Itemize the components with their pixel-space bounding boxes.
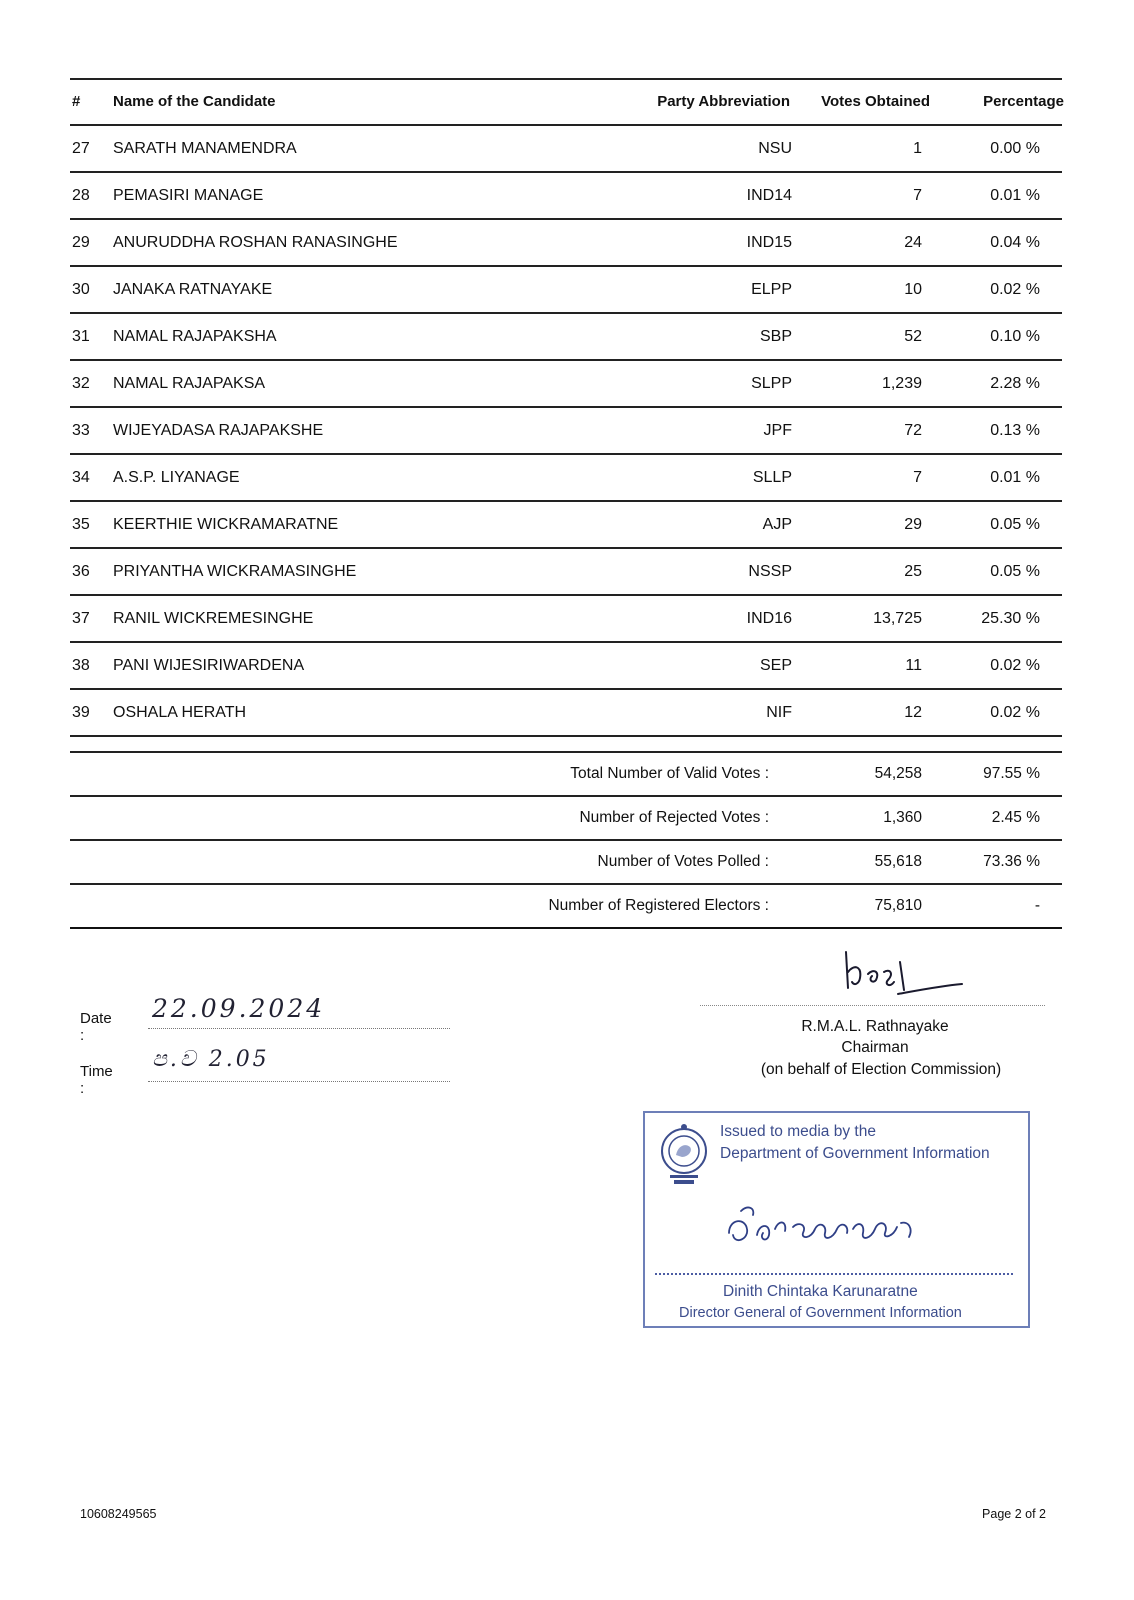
row-party: NIF [766, 704, 792, 721]
row-name: JANAKA RATNAYAKE [113, 281, 273, 298]
row-name: OSHALA HERATH [113, 704, 247, 721]
stamp-line-2: Department of Government Information [720, 1145, 990, 1162]
row-name: NAMAL RAJAPAKSHA [113, 328, 277, 345]
row-votes: 72 [904, 422, 922, 439]
row-votes: 7 [913, 187, 922, 204]
summary-row-polled [70, 841, 1062, 885]
signature-dotted-line [700, 1005, 1045, 1006]
summary-votes: 54,258 [874, 765, 922, 782]
row-num: 32 [72, 375, 90, 392]
row-percentage: 0.01 % [990, 469, 1040, 486]
summary-percentage: 2.45 % [991, 809, 1040, 826]
row-party: IND16 [746, 610, 792, 627]
table-row [70, 690, 1062, 737]
row-votes: 25 [904, 563, 922, 580]
row-num: 37 [72, 610, 90, 627]
summary-percentage: 73.36 % [983, 853, 1040, 870]
row-num: 35 [72, 516, 90, 533]
row-party: JPF [763, 422, 792, 439]
row-percentage: 0.01 % [990, 187, 1040, 204]
table-row [70, 361, 1062, 408]
summary-votes: 55,618 [874, 853, 922, 870]
summary-label: Number of Rejected Votes : [579, 809, 769, 826]
table-row [70, 549, 1062, 596]
row-votes: 7 [913, 469, 922, 486]
signatory-title: Chairman [841, 1039, 909, 1056]
row-percentage: 0.13 % [990, 422, 1040, 439]
row-party: NSSP [748, 563, 792, 580]
date-dotted-line [148, 1028, 450, 1029]
row-name: NAMAL RAJAPAKSA [113, 375, 266, 392]
row-num: 28 [72, 187, 90, 204]
summary-votes: 1,360 [883, 809, 922, 826]
row-party: SEP [759, 657, 792, 674]
row-name: KEERTHIE WICKRAMARATNE [113, 516, 339, 533]
table-row [70, 408, 1062, 455]
row-name: SARATH MANAMENDRA [113, 140, 297, 157]
row-votes: 11 [905, 657, 922, 674]
row-party: NSU [758, 140, 792, 157]
summary-percentage: - [1034, 897, 1040, 914]
summary-label: Number of Registered Electors : [548, 897, 769, 914]
header-name: Name of the Candidate [113, 93, 276, 110]
row-votes: 1,239 [881, 375, 922, 392]
table-row [70, 220, 1062, 267]
document-id: 10608249565 [80, 1507, 157, 1521]
row-percentage: 0.02 % [990, 704, 1040, 721]
stamp-director-title: Director General of Government Information [679, 1305, 962, 1321]
row-votes: 1 [913, 140, 922, 157]
table-row [70, 126, 1062, 173]
row-percentage: 0.10 % [990, 328, 1040, 345]
row-votes: 13,725 [873, 610, 922, 627]
time-label: Time : [80, 1063, 113, 1097]
row-party: SLLP [752, 469, 792, 486]
row-percentage: 25.30 % [981, 610, 1040, 627]
row-votes: 24 [904, 234, 922, 251]
date-label: Date : [80, 1010, 112, 1044]
row-votes: 10 [904, 281, 922, 298]
row-party: SBP [759, 328, 792, 345]
row-percentage: 0.00 % [990, 140, 1040, 157]
row-num: 39 [72, 704, 90, 721]
time-value: ප.ව 2.05 [152, 1047, 270, 1072]
row-party: ELPP [751, 281, 792, 298]
row-votes: 29 [904, 516, 922, 533]
row-percentage: 0.02 % [990, 657, 1040, 674]
row-num: 34 [72, 469, 90, 486]
table-row [70, 643, 1062, 690]
row-votes: 12 [904, 704, 922, 721]
row-party: IND14 [746, 187, 792, 204]
row-name: ANURUDDHA ROSHAN RANASINGHE [113, 234, 398, 251]
table-row [70, 596, 1062, 643]
chairman-signature-block [700, 940, 1050, 1080]
row-num: 33 [72, 422, 90, 439]
national-emblem-icon [658, 1121, 710, 1189]
row-num: 30 [72, 281, 90, 298]
header-num: # [72, 93, 81, 110]
table-divider [70, 737, 1062, 753]
summary-votes: 75,810 [874, 897, 922, 914]
page-number: Page 2 of 2 [982, 1507, 1046, 1521]
header-percentage: Percentage [983, 93, 1064, 110]
table-row [70, 502, 1062, 549]
row-votes: 52 [904, 328, 922, 345]
summary-row-valid [70, 753, 1062, 797]
director-signature [723, 1199, 943, 1259]
table-row [70, 455, 1062, 502]
chairman-signature [840, 950, 980, 1010]
row-name: WIJEYADASA RAJAPAKSHE [113, 422, 324, 439]
stamp-dotted-line [655, 1273, 1013, 1275]
row-name: PRIYANTHA WICKRAMASINGHE [113, 563, 357, 580]
row-party: SLPP [751, 375, 792, 392]
table-header [70, 78, 1062, 126]
summary-label: Number of Votes Polled : [597, 853, 769, 870]
header-votes: Votes Obtained [821, 93, 930, 110]
row-num: 31 [72, 328, 90, 345]
row-name: PEMASIRI MANAGE [113, 187, 264, 204]
summary-row-registered [70, 885, 1062, 929]
row-percentage: 2.28 % [990, 375, 1040, 392]
stamp-director-name: Dinith Chintaka Karunaratne [723, 1283, 918, 1300]
summary-percentage: 97.55 % [983, 765, 1040, 782]
row-party: IND15 [746, 234, 792, 251]
time-dotted-line [148, 1081, 450, 1082]
row-num: 29 [72, 234, 90, 251]
stamp-line-1: Issued to media by the [720, 1123, 876, 1140]
summary-row-rejected [70, 797, 1062, 841]
table-row [70, 173, 1062, 220]
row-num: 36 [72, 563, 90, 580]
government-information-stamp [643, 1111, 1030, 1328]
row-percentage: 0.05 % [990, 516, 1040, 533]
row-percentage: 0.05 % [990, 563, 1040, 580]
header-party: Party Abbreviation [657, 93, 790, 110]
row-name: PANI WIJESIRIWARDENA [113, 657, 305, 674]
summary-label: Total Number of Valid Votes : [570, 765, 769, 782]
row-num: 27 [72, 140, 90, 157]
table-row [70, 314, 1062, 361]
results-table [70, 78, 1062, 929]
signatory-name: R.M.A.L. Rathnayake [801, 1018, 949, 1035]
row-percentage: 0.04 % [990, 234, 1040, 251]
signatory-behalf: (on behalf of Election Commission) [760, 1061, 1002, 1078]
date-value: 22.09.2024 [152, 994, 326, 1023]
row-name: RANIL WICKREMESINGHE [113, 610, 314, 627]
row-num: 38 [72, 657, 90, 674]
table-row [70, 267, 1062, 314]
row-name: A.S.P. LIYANAGE [113, 469, 240, 486]
row-percentage: 0.02 % [990, 281, 1040, 298]
row-party: AJP [762, 516, 792, 533]
